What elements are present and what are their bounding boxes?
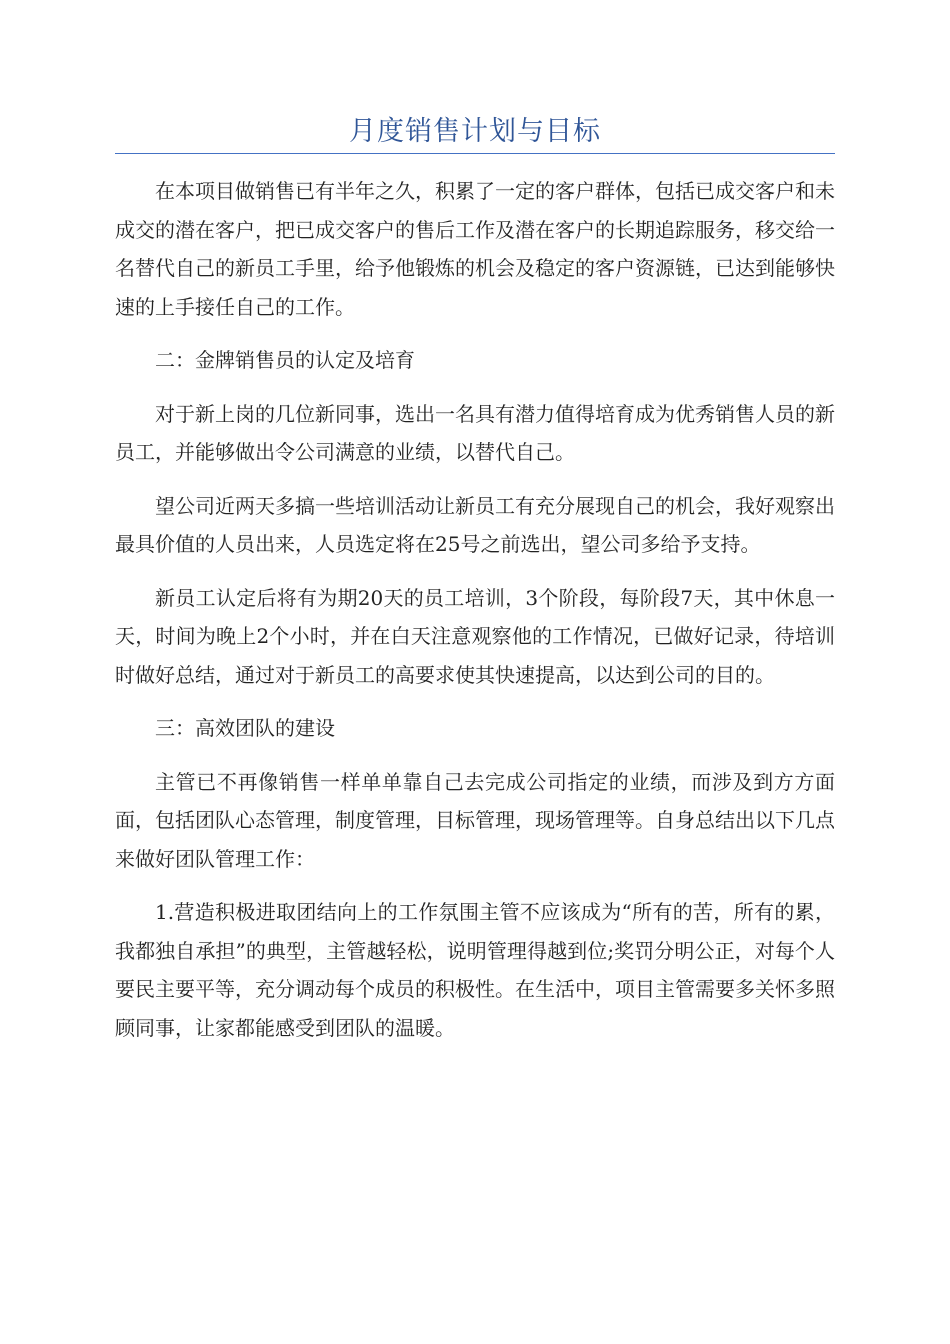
paragraph-intro: 在本项目做销售已有半年之久，积累了一定的客户群体，包括已成交客户和未成交的潜在客户，把已成交客户的售后工作及潜在客户的长期追踪服务，移交给一名替代自己的新员工手里，给予他锻炼的机会及稳定的客户资源链，已达到能够快速的上手接任自己的工作。 bbox=[115, 179, 835, 319]
paragraph-team-management: 主管已不再像销售一样单单靠自己去完成公司指定的业绩，而涉及到方方面面，包括团队心态管理，制度管理，目标管理，现场管理等。自身总结出以下几点来做好团队管理工作： bbox=[115, 769, 835, 871]
paragraph-new-staff: 对于新上岗的几位新同事，选出一名具有潜力值得培育成为优秀销售人员的新员工，并能够做出令公司满意的业绩，以替代自己。 bbox=[115, 401, 835, 464]
title-underline bbox=[115, 153, 835, 154]
section-heading-3: 三：高效团队的建设 bbox=[155, 716, 335, 740]
section-heading-2: 二：金牌销售员的认定及培育 bbox=[155, 348, 415, 372]
paragraph-point-1: 1.营造积极进取团结向上的工作氛围主管不应该成为“所有的苦，所有的累，我都独自承担”的典型，主管越轻松，说明管理得越到位;奖罚分明公正，对每个人要民主要平等，充分调动每个成员的积极性。在生活中，项目主管需要多关怀多照顾同事，让家都能感受到团队的温暖。 bbox=[115, 900, 835, 1040]
document-body bbox=[115, 172, 835, 1062]
paragraph-training-request: 望公司近两天多搞一些培训活动让新员工有充分展现自己的机会，我好观察出最具价值的人员出来，人员选定将在25号之前选出，望公司多给予支持。 bbox=[115, 493, 835, 556]
paragraph-training-plan: 新员工认定后将有为期20天的员工培训，3个阶段，每阶段7天，其中休息一天，时间为晚上2个小时，并在白天注意观察他的工作情况，已做好记录，待培训时做好总结，通过对于新员工的高要求使其快速提高，以达到公司的目的。 bbox=[115, 585, 835, 687]
document-title: 月度销售计划与目标 bbox=[349, 116, 601, 147]
